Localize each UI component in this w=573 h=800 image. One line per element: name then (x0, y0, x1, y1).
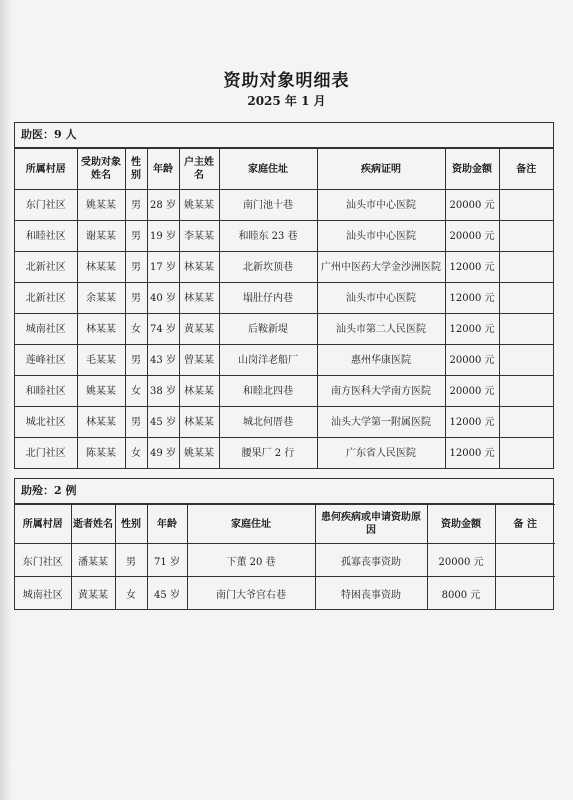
medical-aid-header-cell: 户主姓名 (179, 149, 219, 190)
medical-aid-cell: 南门池十巷 (219, 190, 317, 221)
table-row (15, 544, 555, 577)
medical-aid-cell: 林某某 (179, 376, 219, 407)
medical-aid-cell: 广东省人民医院 (317, 438, 445, 469)
medical-aid-cell: 汕头市中心医院 (317, 221, 445, 252)
medical-aid-cell (499, 376, 553, 407)
funeral-aid-cell: 东门社区 (15, 544, 71, 577)
table-row (15, 407, 553, 438)
medical-aid-label: 助医：9 人 (15, 123, 553, 148)
medical-aid-cell: 20000 元 (445, 376, 499, 407)
funeral-aid-cell: 黄某某 (71, 577, 115, 610)
medical-aid-cell: 山岗洋老船厂 (219, 345, 317, 376)
medical-aid-cell (499, 407, 553, 438)
medical-aid-cell: 男 (125, 252, 147, 283)
table-row (15, 221, 553, 252)
medical-aid-cell: 李某某 (179, 221, 219, 252)
medical-aid-cell: 北门社区 (15, 438, 77, 469)
medical-aid-cell: 12000 元 (445, 283, 499, 314)
medical-aid-cell: 38 岁 (147, 376, 179, 407)
medical-aid-cell: 城南社区 (15, 314, 77, 345)
page-title: 资助对象明细表 (223, 71, 350, 91)
funeral-aid-cell: 南门大爷宫右巷 (187, 577, 315, 610)
medical-aid-cell: 北新坎顶巷 (219, 252, 317, 283)
funeral-aid-table (15, 504, 555, 609)
medical-aid-header-cell: 性别 (125, 149, 147, 190)
medical-aid-cell (499, 190, 553, 221)
medical-aid-cell: 塌肚仔内巷 (219, 283, 317, 314)
funeral-aid-cell: 下董 20 巷 (187, 544, 315, 577)
medical-aid-cell: 腰果厂 2 行 (219, 438, 317, 469)
medical-aid-cell (499, 221, 553, 252)
table-row (15, 577, 555, 610)
medical-aid-cell: 北新社区 (15, 283, 77, 314)
medical-aid-cell: 莲峰社区 (15, 345, 77, 376)
medical-aid-cell: 20000 元 (445, 221, 499, 252)
medical-aid-cell: 20000 元 (445, 345, 499, 376)
medical-aid-cell: 惠州华康医院 (317, 345, 445, 376)
medical-aid-header-cell: 家庭住址 (219, 149, 317, 190)
medical-aid-cell: 后鞍新堤 (219, 314, 317, 345)
medical-aid-cell: 20000 元 (445, 190, 499, 221)
funeral-aid-cell: 71 岁 (147, 544, 187, 577)
medical-aid-cell: 40 岁 (147, 283, 179, 314)
medical-aid-cell (499, 314, 553, 345)
medical-aid-section (14, 122, 554, 469)
table-row (15, 314, 553, 345)
medical-aid-cell: 毛某某 (77, 345, 125, 376)
funeral-aid-header-cell: 资助金额 (427, 505, 495, 544)
table-row (15, 283, 553, 314)
medical-aid-cell: 林某某 (179, 252, 219, 283)
medical-aid-cell (499, 438, 553, 469)
medical-aid-cell: 汕头大学第一附属医院 (317, 407, 445, 438)
medical-aid-cell: 姚某某 (179, 190, 219, 221)
medical-aid-cell: 城北社区 (15, 407, 77, 438)
medical-aid-cell: 陈某某 (77, 438, 125, 469)
funeral-aid-header-cell: 患何疾病或申请资助原因 (315, 505, 427, 544)
medical-aid-cell: 和睦北四巷 (219, 376, 317, 407)
page-subtitle: 2025 年 1 月 (247, 94, 326, 108)
medical-aid-header-cell: 备注 (499, 149, 553, 190)
funeral-aid-header-cell: 所属村居 (15, 505, 71, 544)
medical-aid-cell: 东门社区 (15, 190, 77, 221)
funeral-aid-cell: 特困丧事资助 (315, 577, 427, 610)
medical-aid-header-cell: 资助金额 (445, 149, 499, 190)
funeral-aid-header-cell: 备 注 (495, 505, 555, 544)
medical-aid-cell: 43 岁 (147, 345, 179, 376)
funeral-aid-cell: 8000 元 (427, 577, 495, 610)
medical-aid-cell: 黄某某 (179, 314, 219, 345)
medical-aid-cell: 12000 元 (445, 314, 499, 345)
funeral-aid-cell: 孤寡丧事资助 (315, 544, 427, 577)
medical-aid-cell: 和睦东 23 巷 (219, 221, 317, 252)
medical-aid-table (15, 148, 553, 468)
medical-aid-cell: 男 (125, 407, 147, 438)
funeral-aid-cell: 45 岁 (147, 577, 187, 610)
funeral-aid-section (14, 478, 554, 610)
funeral-aid-header-cell: 逝者姓名 (71, 505, 115, 544)
funeral-aid-cell: 潘某某 (71, 544, 115, 577)
medical-aid-cell: 男 (125, 283, 147, 314)
table-row (15, 252, 553, 283)
funeral-aid-cell (495, 544, 555, 577)
funeral-aid-header-cell: 家庭住址 (187, 505, 315, 544)
medical-aid-cell: 曾某某 (179, 345, 219, 376)
table-row (15, 345, 553, 376)
medical-aid-cell: 广州中医药大学金沙洲医院 (317, 252, 445, 283)
medical-aid-cell: 74 岁 (147, 314, 179, 345)
medical-aid-cell: 城北何厝巷 (219, 407, 317, 438)
medical-aid-cell: 林某某 (179, 407, 219, 438)
medical-aid-cell: 余某某 (77, 283, 125, 314)
medical-aid-cell: 汕头市第二人民医院 (317, 314, 445, 345)
medical-aid-cell: 林某某 (77, 314, 125, 345)
funeral-aid-cell: 男 (115, 544, 147, 577)
medical-aid-cell: 谢某某 (77, 221, 125, 252)
funeral-aid-cell: 20000 元 (427, 544, 495, 577)
medical-aid-cell: 林某某 (77, 407, 125, 438)
medical-aid-header-cell: 疾病证明 (317, 149, 445, 190)
medical-aid-cell: 男 (125, 190, 147, 221)
medical-aid-cell: 和睦社区 (15, 221, 77, 252)
funeral-aid-header-cell: 性别 (115, 505, 147, 544)
medical-aid-cell: 南方医科大学南方医院 (317, 376, 445, 407)
table-row (15, 376, 553, 407)
medical-aid-cell: 女 (125, 438, 147, 469)
medical-aid-cell: 林某某 (77, 252, 125, 283)
funeral-aid-cell: 城南社区 (15, 577, 71, 610)
medical-aid-cell (499, 345, 553, 376)
medical-aid-cell: 45 岁 (147, 407, 179, 438)
medical-aid-cell: 汕头市中心医院 (317, 283, 445, 314)
medical-aid-cell: 和睦社区 (15, 376, 77, 407)
medical-aid-header-cell: 年龄 (147, 149, 179, 190)
medical-aid-header-cell: 受助对象姓名 (77, 149, 125, 190)
medical-aid-cell: 汕头市中心医院 (317, 190, 445, 221)
medical-aid-cell: 女 (125, 314, 147, 345)
funeral-aid-cell: 女 (115, 577, 147, 610)
medical-aid-cell: 女 (125, 376, 147, 407)
medical-aid-cell: 12000 元 (445, 407, 499, 438)
medical-aid-header-cell: 所属村居 (15, 149, 77, 190)
medical-aid-cell: 19 岁 (147, 221, 179, 252)
table-row (15, 438, 553, 469)
medical-aid-cell: 28 岁 (147, 190, 179, 221)
funeral-aid-cell (495, 577, 555, 610)
funeral-aid-label: 助殓：2 例 (15, 479, 553, 504)
medical-aid-cell: 17 岁 (147, 252, 179, 283)
funeral-aid-header-cell: 年龄 (147, 505, 187, 544)
medical-aid-cell: 北新社区 (15, 252, 77, 283)
medical-aid-cell: 姚某某 (179, 438, 219, 469)
medical-aid-cell: 姚某某 (77, 190, 125, 221)
medical-aid-cell: 49 岁 (147, 438, 179, 469)
medical-aid-cell: 男 (125, 221, 147, 252)
medical-aid-cell (499, 252, 553, 283)
medical-aid-cell: 林某某 (179, 283, 219, 314)
medical-aid-cell: 姚某某 (77, 376, 125, 407)
medical-aid-cell: 12000 元 (445, 252, 499, 283)
medical-aid-cell: 男 (125, 345, 147, 376)
medical-aid-cell: 12000 元 (445, 438, 499, 469)
table-row (15, 190, 553, 221)
medical-aid-cell (499, 283, 553, 314)
scan-edge (0, 0, 12, 800)
